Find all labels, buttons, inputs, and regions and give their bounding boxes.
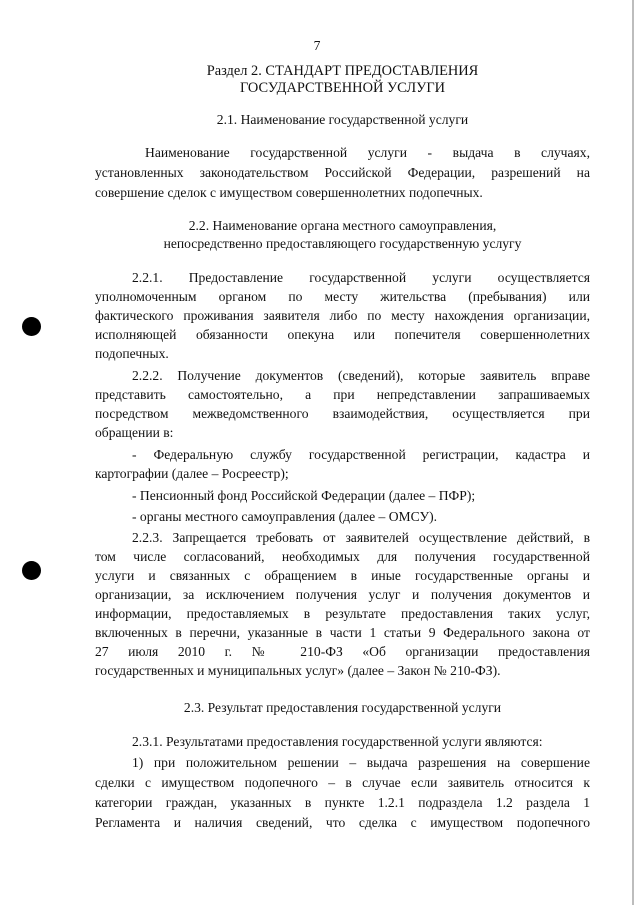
- paragraph-line: Регламента и наличия сведений, что сделка с имуществом подопечного: [95, 815, 590, 830]
- paragraph-line: 27 июля 2010 г. № 210-ФЗ «Об организации предоставления: [95, 644, 590, 659]
- list-item: - органы местного самоуправления (далее – ОМСУ).: [132, 509, 438, 524]
- paragraph-line: подопечных.: [95, 346, 169, 361]
- paragraph-line: фактического проживания заявителя либо по месту нахождения организации,: [95, 308, 590, 323]
- paragraph-line: государственных и муниципальных услуг» (далее – Закон № 210-ФЗ).: [95, 663, 501, 678]
- paragraph-line: установленных законодательством Российской Федерации, разрешений на: [95, 165, 590, 180]
- subsection-title: 2.1. Наименование государственной услуги: [216, 112, 469, 127]
- paragraph-line: 1) при положительном решении – выдача разрешения на совершение: [132, 755, 590, 770]
- section-heading: ГОСУДАРСТВЕННОЙ УСЛУГИ: [239, 80, 446, 96]
- paragraph-line: уполномоченным органом по месту жительства (пребывания) или: [95, 289, 590, 304]
- page-number: 7: [313, 38, 321, 53]
- punch-hole: [22, 561, 41, 580]
- paragraph-line: обращении в:: [95, 425, 174, 440]
- paragraph-line: Наименование государственной услуги - выдача в случаях,: [145, 145, 590, 160]
- paragraph-line: 2.2.2. Получение документов (сведений), которые заявитель вправе: [132, 368, 590, 383]
- paragraph-line: включенных в перечни, указанные в части 1 статьи 9 Федерального закона от: [95, 625, 590, 640]
- paragraph-line: услуги и связанных с обращением в иные государственные органы и: [95, 568, 590, 583]
- list-item: - Федеральную службу государственной регистрации, кадастра и: [132, 447, 590, 462]
- paragraph-line: 2.2.1. Предоставление государственной услуги осуществляется: [132, 270, 590, 285]
- paragraph-line: информации, предоставляемых в результате предоставления таких услуг,: [95, 606, 590, 621]
- paragraph-line: сделки с имуществом подопечного – в случае если заявитель относится к: [95, 775, 590, 790]
- list-item: - Пенсионный фонд Российской Федерации (далее – ПФР);: [132, 488, 476, 503]
- paragraph-line: представить самостоятельно, а при непредставлении запрашиваемых: [95, 387, 590, 402]
- subsection-title: 2.2. Наименование органа местного самоуправления,: [188, 218, 497, 233]
- paragraph-line: 2.3.1. Результатами предоставления государственной услуги являются:: [132, 734, 543, 749]
- list-item: картографии (далее – Росреестр);: [95, 466, 289, 481]
- paragraph-line: посредством межведомственного взаимодействия, осуществляется при: [95, 406, 590, 421]
- paragraph-line: организации, за исключением получения услуг и получения документов и: [95, 587, 590, 602]
- subsection-title: 2.3. Результат предоставления государственной услуги: [183, 700, 502, 715]
- paragraph-line: том числе согласований, необходимых для получения государственной: [95, 549, 590, 564]
- paragraph-line: категории граждан, указанных в пункте 1.2.1 подраздела 1.2 раздела 1: [95, 795, 590, 810]
- paragraph-line: 2.2.3. Запрещается требовать от заявителей осуществление действий, в: [132, 530, 590, 545]
- section-heading: Раздел 2. СТАНДАРТ ПРЕДОСТАВЛЕНИЯ: [206, 63, 479, 79]
- paragraph-line: совершение сделок с имуществом совершеннолетних подопечных.: [95, 185, 483, 200]
- punch-hole: [22, 317, 41, 336]
- paragraph-line: исполняющей обязанности опекуна или попечителя совершеннолетних: [95, 327, 590, 342]
- subsection-title: непосредственно предоставляющего государственную услугу: [163, 236, 522, 251]
